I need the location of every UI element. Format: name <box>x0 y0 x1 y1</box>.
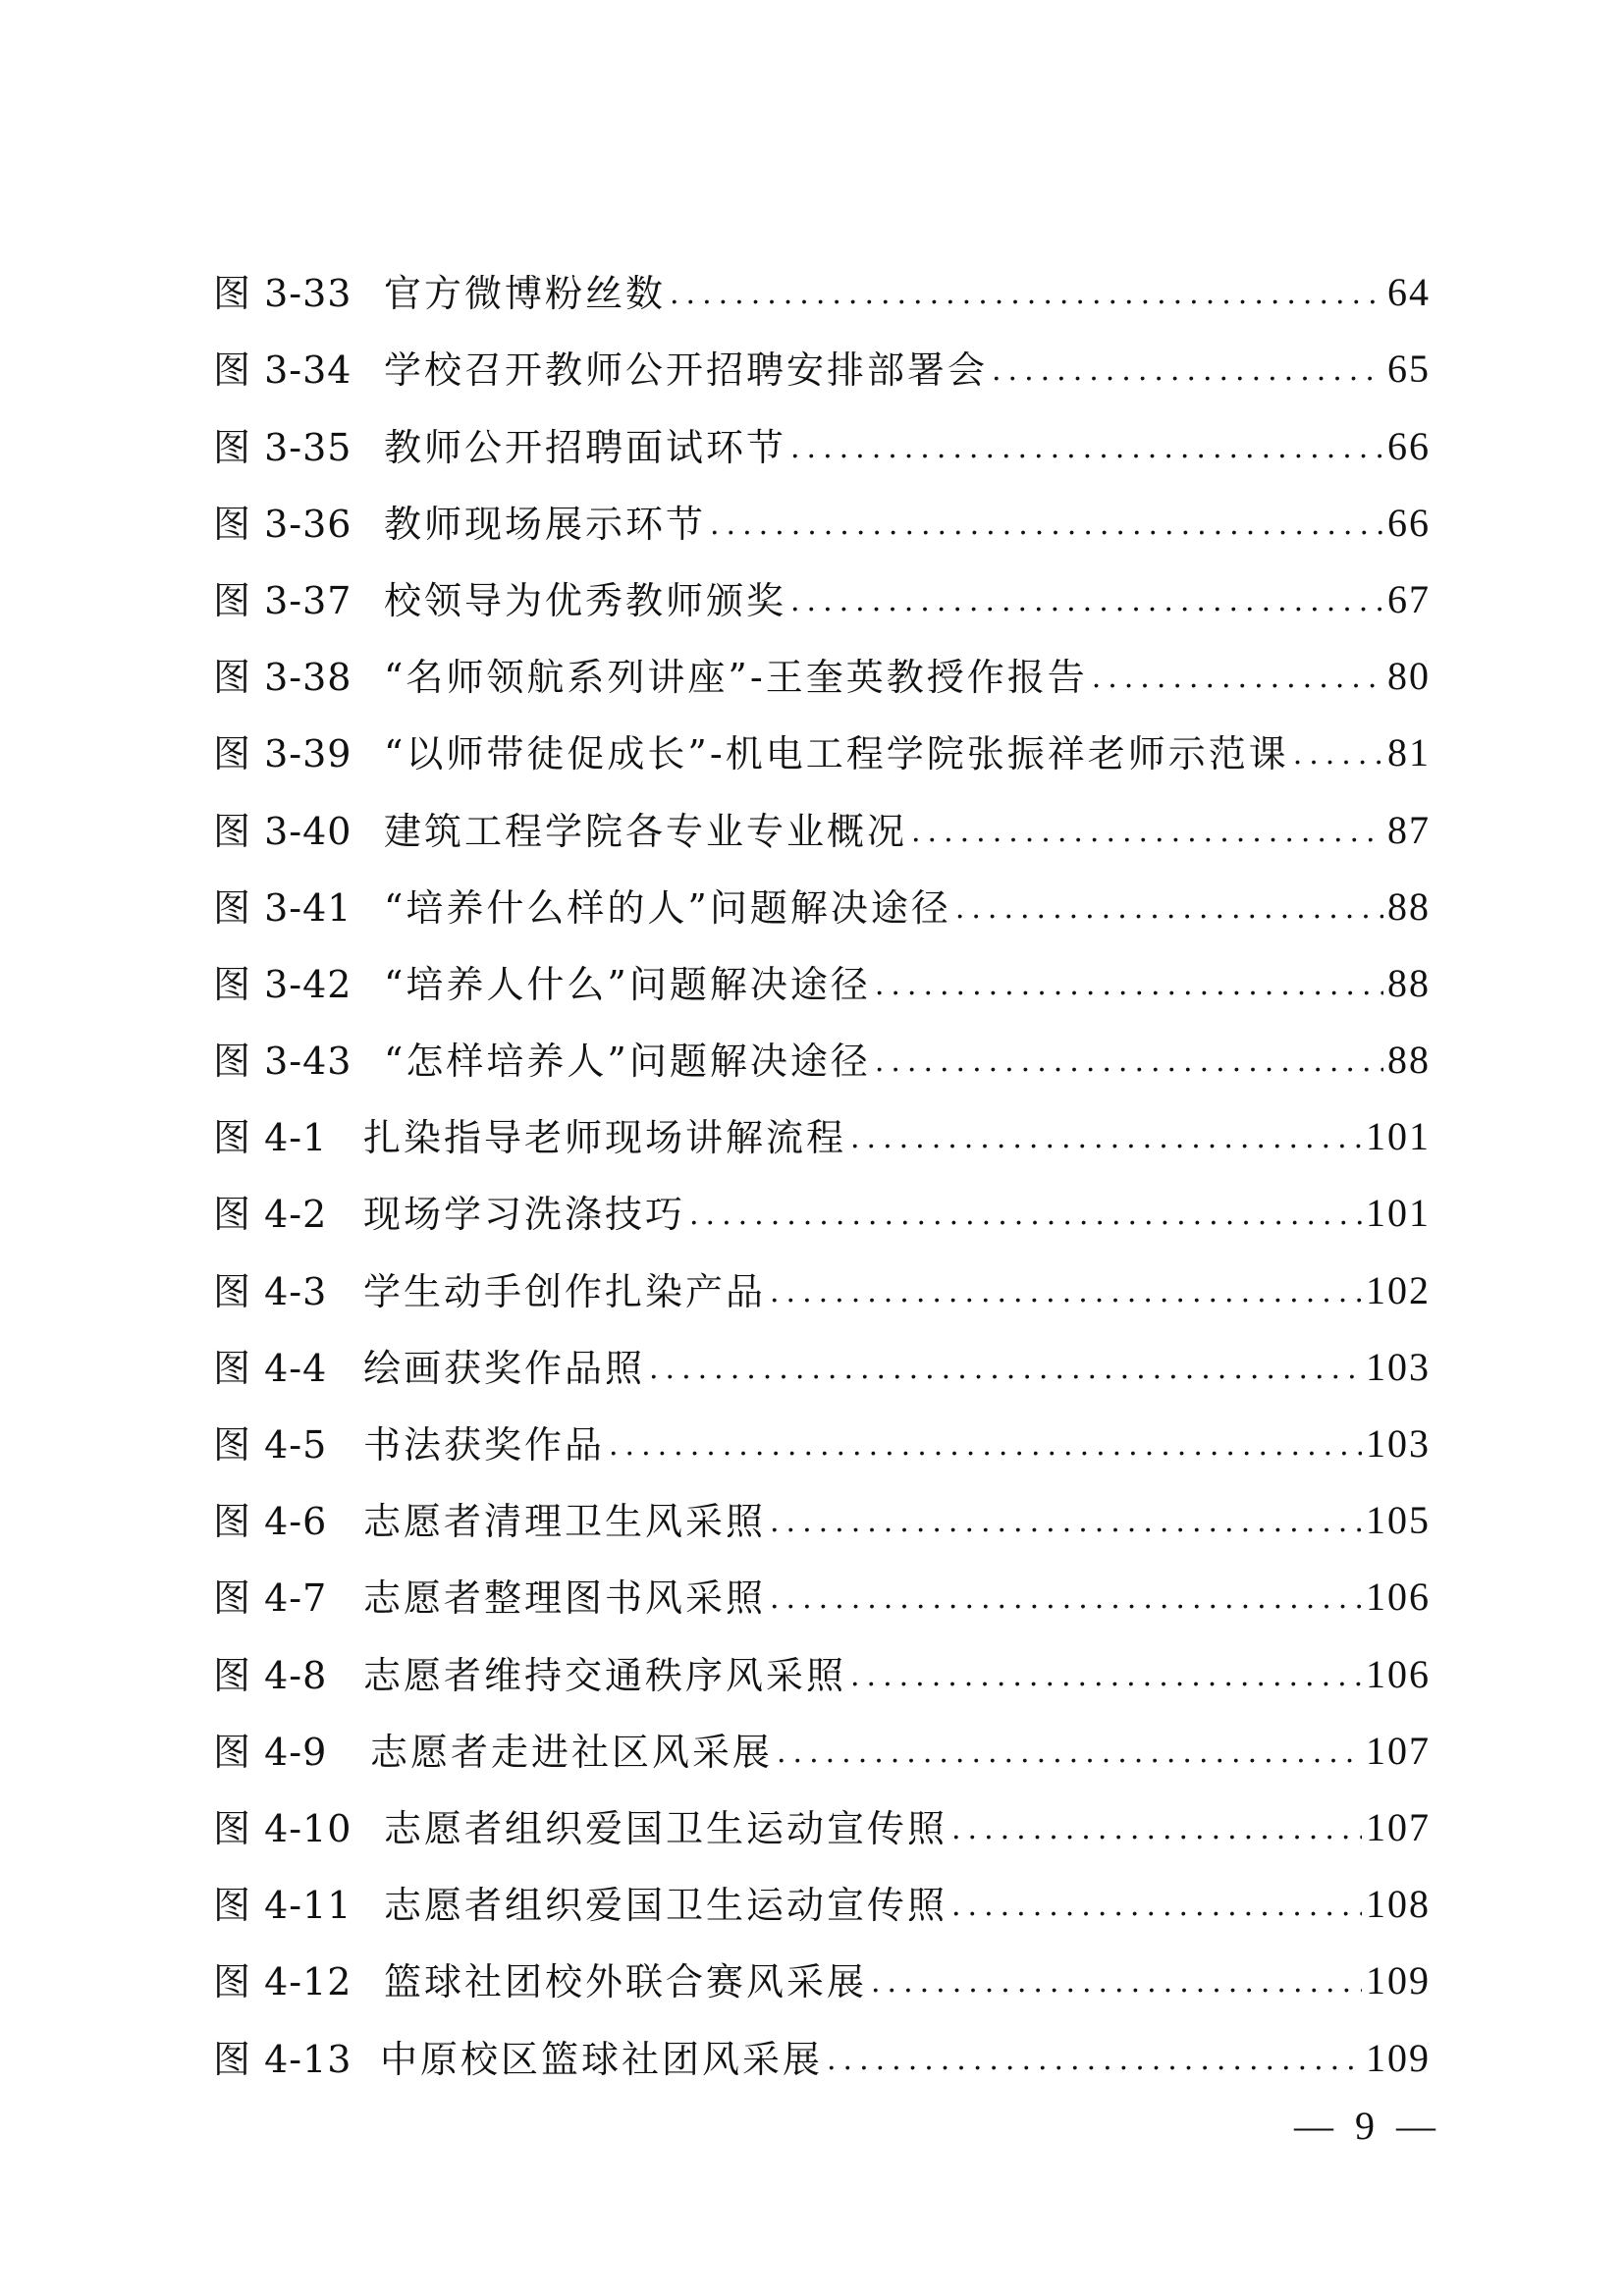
toc-entry <box>213 1847 1431 1928</box>
dot-leader <box>770 1584 1362 1614</box>
figure-title: “以师带徒促成长”-机电工程学院张振祥老师示范课 <box>384 732 1289 776</box>
figure-number: 图 4-13 <box>213 2037 352 2081</box>
toc-entry <box>213 696 1431 776</box>
dot-leader <box>850 1662 1362 1691</box>
page-ref: 105 <box>1366 1498 1431 1543</box>
dot-leader <box>1092 664 1383 693</box>
page-ref: 106 <box>1366 1651 1431 1696</box>
figure-number: 图 4-2 <box>213 1193 328 1237</box>
figure-title: 教师公开招聘面试环节 <box>384 425 787 469</box>
figure-number: 图 3-42 <box>213 962 352 1006</box>
figure-number: 图 3-41 <box>213 885 352 930</box>
toc-entry <box>213 619 1431 700</box>
dot-leader <box>689 1201 1362 1230</box>
figure-title: “怎样培养人”问题解决途径 <box>384 1040 871 1084</box>
page-ref: 109 <box>1366 2035 1431 2080</box>
toc-entry <box>213 1464 1431 1544</box>
figure-title: 学生动手创作扎染产品 <box>363 1269 767 1313</box>
figure-title: 官方微博粉丝数 <box>384 272 667 316</box>
toc-entry <box>213 1387 1431 1467</box>
figure-number: 图 4-5 <box>213 1423 328 1467</box>
page-ref: 107 <box>1366 1804 1431 1849</box>
page-ref: 64 <box>1387 270 1431 315</box>
figure-title: 志愿者维持交通秩序风采照 <box>363 1653 847 1697</box>
toc-entry <box>213 1924 1431 2004</box>
dot-leader <box>850 1124 1362 1153</box>
toc-entry <box>213 1233 1431 1313</box>
figure-title: 志愿者走进社区风采展 <box>370 1730 774 1774</box>
figure-title: 书法获奖作品 <box>363 1423 606 1467</box>
figure-list <box>213 236 1431 2081</box>
toc-entry <box>213 850 1431 930</box>
toc-entry <box>213 1080 1431 1160</box>
figure-number: 图 3-33 <box>213 272 352 316</box>
figure-title: 绘画获奖作品照 <box>363 1346 646 1390</box>
page-ref: 107 <box>1366 1728 1431 1773</box>
toc-entry <box>213 389 1431 469</box>
toc-entry <box>213 236 1431 316</box>
dot-leader <box>777 1738 1362 1768</box>
toc-entry <box>213 1694 1431 1774</box>
figure-title: 志愿者清理卫生风采照 <box>363 1500 767 1544</box>
toc-entry <box>213 312 1431 393</box>
page-ref: 101 <box>1366 1191 1431 1236</box>
dot-leader <box>871 1968 1362 1998</box>
dot-leader <box>790 587 1383 616</box>
figure-title: 建筑工程学院各专业专业概况 <box>384 809 908 853</box>
figure-title: “培养人什么”问题解决途径 <box>384 962 871 1006</box>
page-ref: 65 <box>1387 347 1431 392</box>
page-ref: 102 <box>1366 1267 1431 1312</box>
figure-title: 志愿者整理图书风采照 <box>363 1576 767 1621</box>
figure-number: 图 4-10 <box>213 1806 352 1850</box>
dot-leader <box>770 1508 1362 1537</box>
dot-leader <box>649 1355 1362 1384</box>
figure-title: “培养什么样的人”问题解决途径 <box>384 885 951 930</box>
figure-number: 图 4-6 <box>213 1500 328 1544</box>
figure-title: 志愿者组织爱国卫生运动宣传照 <box>384 1884 948 1928</box>
dot-leader <box>790 434 1383 463</box>
figure-number: 图 3-40 <box>213 809 352 853</box>
figure-number: 图 3-43 <box>213 1040 352 1084</box>
figure-number: 图 3-36 <box>213 502 352 546</box>
dot-leader <box>770 1278 1362 1308</box>
figure-number: 图 4-3 <box>213 1269 328 1313</box>
dot-leader <box>992 356 1383 386</box>
dot-leader <box>609 1431 1362 1461</box>
page-ref: 66 <box>1387 500 1431 545</box>
page-ref: 106 <box>1366 1575 1431 1620</box>
toc-entry <box>213 543 1431 622</box>
toc-entry <box>213 1156 1431 1237</box>
page-ref: 101 <box>1366 1114 1431 1159</box>
figure-number: 图 3-39 <box>213 732 352 776</box>
figure-title: 中原校区篮球社团风采展 <box>380 2037 824 2081</box>
figure-title: 扎染指导老师现场讲解流程 <box>363 1116 847 1160</box>
figure-title: 教师现场展示环节 <box>384 502 707 546</box>
toc-entry <box>213 773 1431 853</box>
dot-leader <box>1293 740 1383 770</box>
dot-leader <box>951 1815 1362 1844</box>
dot-leader <box>875 1047 1383 1077</box>
figure-number: 图 4-1 <box>213 1116 328 1160</box>
dot-leader <box>670 280 1383 309</box>
figure-number: 图 4-12 <box>213 1960 352 2004</box>
toc-entry <box>213 1003 1431 1084</box>
toc-entry <box>213 1617 1431 1697</box>
figure-title: 现场学习洗涤技巧 <box>363 1193 686 1237</box>
dot-leader <box>827 2046 1362 2075</box>
dot-leader <box>911 818 1383 847</box>
page-ref: 88 <box>1387 1038 1431 1083</box>
page-ref: 109 <box>1366 1958 1431 2003</box>
figure-number: 图 3-35 <box>213 425 352 469</box>
page-ref: 88 <box>1387 883 1431 929</box>
page-ref: 87 <box>1387 807 1431 852</box>
toc-entry <box>213 1540 1431 1621</box>
page-number: — 9 — <box>1294 2104 1441 2148</box>
figure-title: “名师领航系列讲座”-王奎英教授作报告 <box>384 656 1088 700</box>
figure-title: 学校召开教师公开招聘安排部署会 <box>384 348 989 393</box>
page-ref: 81 <box>1387 730 1431 775</box>
dot-leader <box>710 510 1383 540</box>
page-ref: 88 <box>1387 960 1431 1005</box>
toc-entry <box>213 466 1431 546</box>
figure-number: 图 3-34 <box>213 348 352 393</box>
figure-number: 图 4-4 <box>213 1346 328 1390</box>
figure-title: 校领导为优秀教师颁奖 <box>384 578 787 622</box>
page-ref: 67 <box>1387 576 1431 621</box>
figure-number: 图 4-9 <box>213 1730 328 1774</box>
figure-number: 图 3-38 <box>213 656 352 700</box>
figure-number: 图 3-37 <box>213 578 352 622</box>
figure-title: 篮球社团校外联合赛风采展 <box>384 1960 868 2004</box>
dot-leader <box>875 971 1383 1000</box>
figure-title: 志愿者组织爱国卫生运动宣传照 <box>384 1806 948 1850</box>
figure-number: 图 4-8 <box>213 1653 328 1697</box>
page-ref: 103 <box>1366 1421 1431 1466</box>
page-ref: 80 <box>1387 654 1431 699</box>
page-ref: 108 <box>1366 1882 1431 1927</box>
toc-entry <box>213 2001 1431 2081</box>
figure-number: 图 4-7 <box>213 1576 328 1621</box>
toc-entry <box>213 1310 1431 1390</box>
figure-number: 图 4-11 <box>213 1884 352 1928</box>
page-ref: 66 <box>1387 423 1431 468</box>
toc-entry <box>213 927 1431 1006</box>
dot-leader <box>951 1892 1362 1921</box>
toc-entry <box>213 1771 1431 1850</box>
page-ref: 103 <box>1366 1344 1431 1389</box>
dot-leader <box>955 894 1383 924</box>
